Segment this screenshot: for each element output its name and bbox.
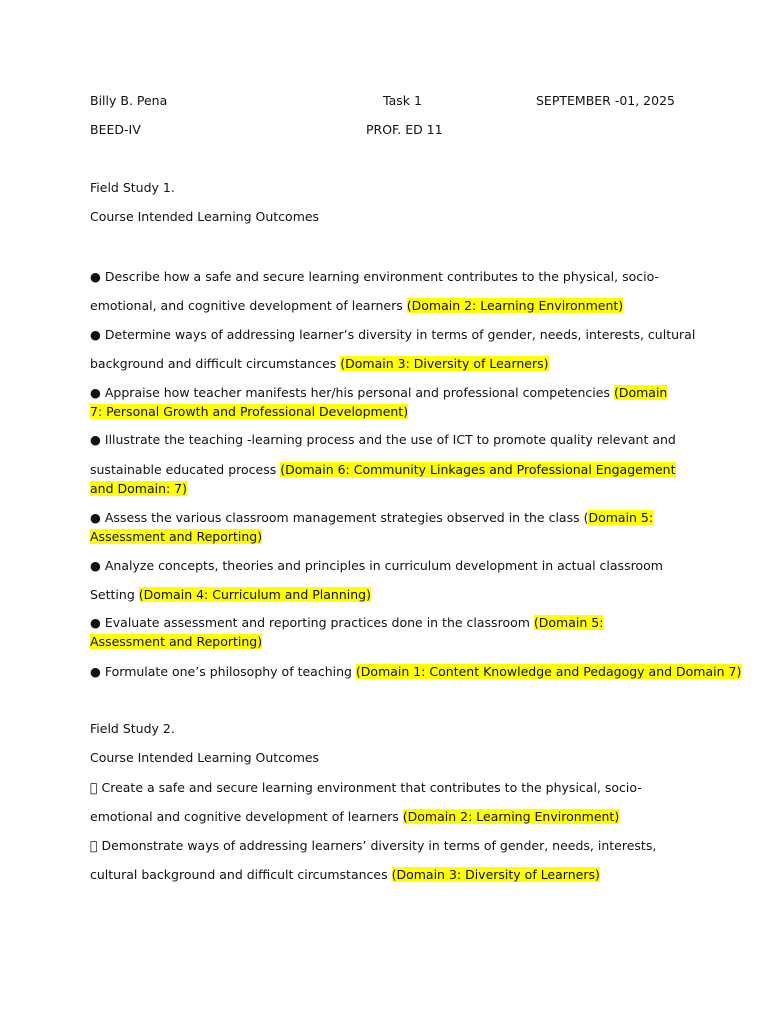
fs1-item-7 (90, 614, 680, 651)
fs1-item-3-domain: (Domain 7: Personal Growth and Professional Development) (90, 385, 668, 419)
course-label: BEED-IV (90, 122, 141, 137)
fs2-item-1-line2 (90, 808, 680, 827)
fs2-subtitle: Course Intended Learning Outcomes (90, 750, 320, 765)
fs2-item-2-line1:   Demonstrate ways of addressing learners’ diversity in terms of gender, needs, interests, (90, 838, 657, 853)
fs1-item-2-line1: ● Determine ways of addressing learner’s diversity in terms of gender, needs, interests, cultural (90, 327, 696, 342)
fs2-item-2-domain: (Domain 3: Diversity of Learners) (391, 867, 600, 882)
fs2-title: Field Study 2. (90, 721, 175, 736)
fs2-item-1-domain: (Domain 2: Learning Environment) (402, 809, 620, 824)
fs1-item-5-domain: Domain 5: Assessment and Reporting) (90, 510, 654, 544)
date-label: SEPTEMBER -01, 2025 (536, 93, 675, 108)
fs1-item-4-domain: (Domain 6: Community Linkages and Professional Engagement and Domain: 7) (90, 462, 676, 496)
fs1-title: Field Study 1. (90, 180, 175, 195)
fs1-item-1-text: emotional, and cognitive development of learners (90, 298, 407, 313)
fs1-item-4-line1: ● Illustrate the teaching -learning process and the use of ICT to promote quality relevant and (90, 432, 676, 447)
fs1-item-2-line2 (90, 355, 680, 374)
fs1-item-8 (90, 663, 742, 682)
fs1-item-7-domain: (Domain 5: Assessment and Reporting) (90, 615, 604, 649)
header-row-2 (90, 122, 680, 140)
fs1-item-5-text: ● Assess the various classroom management strategies observed in the class ( (90, 510, 589, 525)
fs1-item-5 (90, 509, 680, 546)
fs1-item-1-line2 (90, 297, 680, 316)
fs1-item-6-domain: (Domain 4: Curriculum and Planning) (138, 587, 371, 602)
student-name: Billy B. Pena (90, 93, 168, 108)
fs1-item-6-text: Setting (90, 587, 139, 602)
fs1-item-7-text: ● Evaluate assessment and reporting practices done in the classroom (90, 615, 534, 630)
header-row-1 (90, 93, 680, 111)
subject-label: PROF. ED 11 (366, 122, 443, 137)
fs1-item-8-text: ● Formulate one’s philosophy of teaching (90, 664, 356, 679)
fs1-item-6-line1: ● Analyze concepts, theories and principles in curriculum development in actual classroom (90, 558, 663, 573)
fs1-item-3-text: ● Appraise how teacher manifests her/his personal and professional competencies (90, 385, 614, 400)
fs1-item-1-line1: ● Describe how a safe and secure learning environment contributes to the physical, socio- (90, 269, 659, 284)
fs2-item-1-line1:   Create a safe and secure learning environment that contributes to the physical, socio- (90, 780, 642, 795)
fs1-item-4-text: sustainable educated process (90, 462, 281, 477)
fs2-item-2-text: cultural background and difficult circumstances (90, 867, 392, 882)
fs2-item-2-line2 (90, 866, 680, 885)
fs1-subtitle: Course Intended Learning Outcomes (90, 209, 320, 224)
fs1-item-2-text: background and difficult circumstances (90, 356, 341, 371)
fs1-item-8-domain: (Domain 1: Content Knowledge and Pedagogy and Domain 7) (355, 664, 742, 679)
fs1-item-2-domain: (Domain 3: Diversity of Learners) (340, 356, 549, 371)
fs1-item-1-domain: (Domain 2: Learning Environment) (406, 298, 624, 313)
fs1-item-6-line2 (90, 586, 680, 605)
task-label: Task 1 (383, 93, 422, 108)
fs1-item-3 (90, 384, 680, 421)
fs2-item-1-text: emotional and cognitive development of learners (90, 809, 403, 824)
fs1-item-4-line2 (90, 461, 680, 498)
